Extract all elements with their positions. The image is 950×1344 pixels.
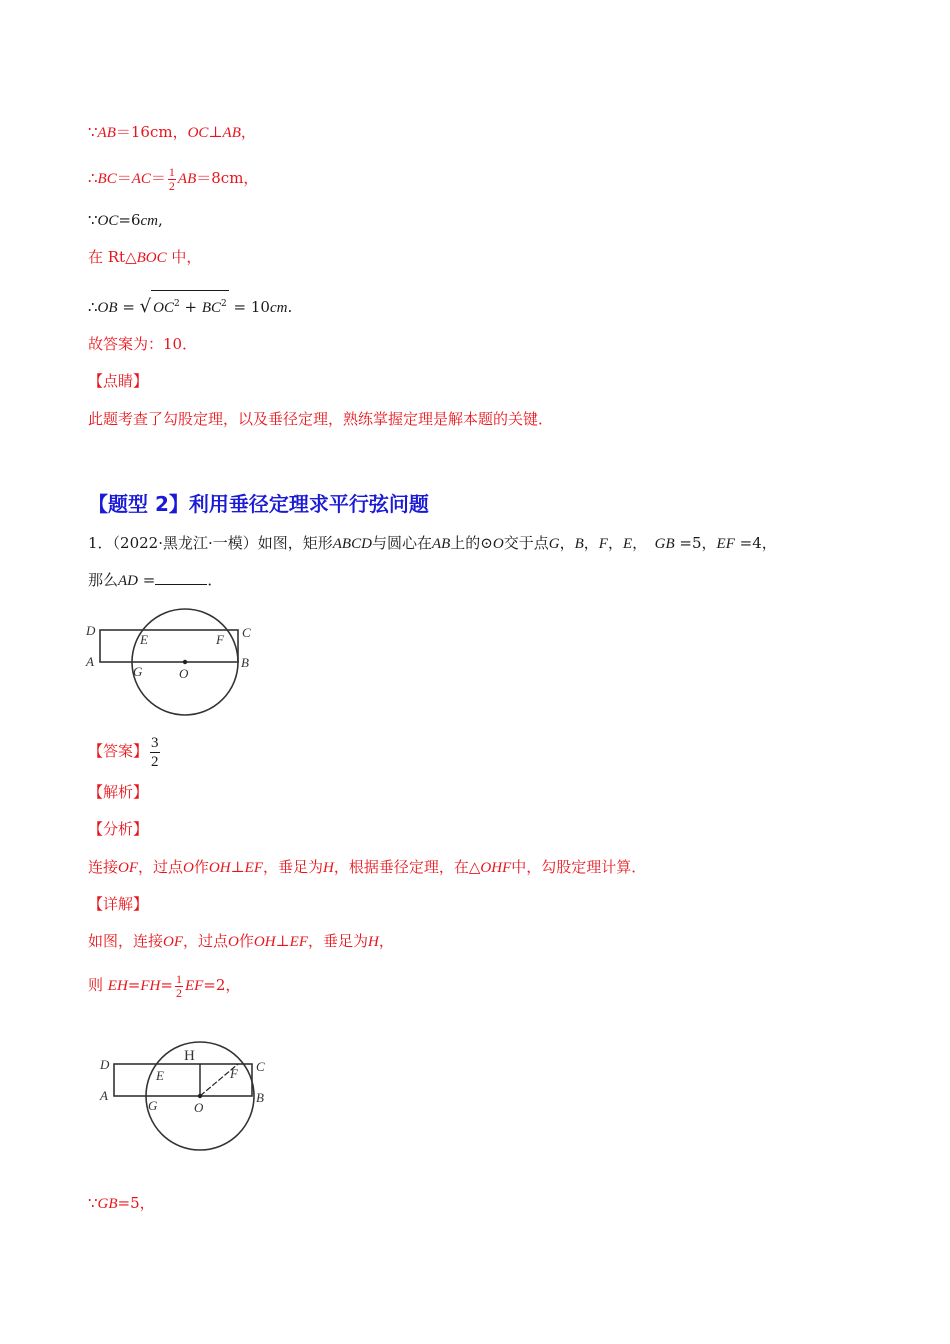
label-f: F <box>216 632 224 647</box>
text: 作 <box>193 858 209 876</box>
text: , <box>158 211 163 229</box>
var-eh: EH <box>107 978 128 994</box>
var-oh: OH <box>208 860 231 876</box>
var-o: O <box>183 860 194 876</box>
text: 在 Rt <box>88 248 126 266</box>
frac-den: 2 <box>151 753 159 770</box>
because-symbol: ∵ <box>88 211 98 229</box>
figure-1 <box>84 604 264 720</box>
label-g: G <box>148 1098 158 1113</box>
var-bc: BC <box>97 171 117 187</box>
sqrt-symbol: √ <box>139 296 152 317</box>
text: + <box>179 298 202 316</box>
label-e: E <box>140 632 148 647</box>
answer-blank <box>155 570 207 585</box>
text: ，过点 <box>138 858 184 876</box>
text: = <box>160 976 173 994</box>
text: ，根据垂径定理，在 <box>333 858 469 876</box>
solution-line-2 <box>88 163 258 194</box>
var-o: O <box>492 536 504 552</box>
text: ， <box>240 123 256 141</box>
solution-line-5 <box>88 290 292 321</box>
var-ef: EF <box>244 860 263 876</box>
var-abcd: ABCD <box>332 536 372 552</box>
var-h: H <box>368 934 379 950</box>
var-ab: AB <box>177 171 197 187</box>
var-gb: GB <box>654 536 675 552</box>
label-d: D <box>86 623 96 638</box>
exponent: 2 <box>173 299 180 309</box>
text: ， <box>378 932 394 950</box>
text: =5， <box>117 1194 155 1212</box>
text: =5， <box>674 534 717 552</box>
because-symbol: ∵ <box>88 1194 98 1212</box>
text: 如图，连接 <box>88 932 164 950</box>
text: ，过点 <box>183 932 229 950</box>
answer-fraction <box>150 734 160 771</box>
therefore-symbol: ∴ <box>88 298 98 316</box>
label-c: C <box>242 625 251 640</box>
center-point <box>198 1094 202 1098</box>
label-h: H <box>184 1048 195 1064</box>
label-f: F <box>230 1066 238 1081</box>
var-ef: EF <box>716 536 735 552</box>
frac-den: 2 <box>175 985 182 1000</box>
exponent: 2 <box>221 299 227 309</box>
label-e: E <box>156 1068 164 1083</box>
text: =4， <box>734 534 777 552</box>
question-line-2 <box>88 570 222 591</box>
label-c: C <box>256 1059 265 1074</box>
perp-symbol: ⊥ <box>275 932 290 950</box>
var-boc: BOC <box>136 250 167 266</box>
label-b: B <box>256 1090 264 1105</box>
text: 则 <box>88 976 104 994</box>
label-a: A <box>100 1088 108 1103</box>
text: ＝16cm， <box>115 123 188 141</box>
question-line-1 <box>88 533 777 554</box>
answer-line <box>88 731 162 771</box>
text: ，垂足为 <box>263 858 324 876</box>
answer-sentence: 故答案为：10． <box>88 335 198 353</box>
frac-num: 3 <box>151 734 159 751</box>
var-oh: OH <box>253 934 276 950</box>
because-symbol: ∵ <box>88 123 98 141</box>
text: 作 <box>238 932 254 950</box>
center-point <box>183 660 187 664</box>
label-o: O <box>194 1100 204 1115</box>
var-oc: OC <box>97 213 119 229</box>
fenxi-label: 【分析】 <box>88 820 149 838</box>
text: . <box>287 298 293 316</box>
text: ＝8cm， <box>196 169 259 187</box>
label-a: A <box>86 654 94 669</box>
dianjing-label: 【点睛】 <box>88 372 149 390</box>
var-b: B <box>574 536 584 552</box>
last-line <box>88 1193 155 1214</box>
text: ，垂足为 <box>308 932 369 950</box>
label-d: D <box>100 1057 110 1072</box>
var-oc: OC <box>187 125 209 141</box>
jiexi-label: 【解析】 <box>88 783 149 801</box>
sqrt-body <box>151 290 229 321</box>
text: ， <box>559 534 575 552</box>
var-ac: AC <box>131 171 151 187</box>
figure-2 <box>96 1038 276 1156</box>
text: ＝ <box>116 169 132 187</box>
fraction-half <box>168 166 176 193</box>
solution-line-3 <box>88 210 163 231</box>
var-g: G <box>548 536 560 552</box>
var-ef: EF <box>289 934 308 950</box>
var-ohf: OHF <box>480 860 512 876</box>
var-gb: GB <box>97 1196 118 1212</box>
var-fh: FH <box>140 978 161 994</box>
var-of: OF <box>163 934 184 950</box>
fraction-half <box>175 973 183 1000</box>
var-ef: EF <box>184 978 204 994</box>
text: 1．（2022·黑龙江·一模）如图，矩形 <box>88 534 333 552</box>
section-heading: 【题型 2】利用垂径定理求平行弦问题 <box>88 492 429 516</box>
text: ， <box>632 534 655 552</box>
perp-symbol: ⊥ <box>208 123 223 141</box>
frac-den: 2 <box>168 178 175 193</box>
var-ob: OB <box>97 300 118 316</box>
text: ， <box>607 534 623 552</box>
label-o: O <box>179 666 189 681</box>
answer-label: 【答案】 <box>88 742 149 760</box>
text: =6 <box>118 211 141 229</box>
triangle-symbol: △ <box>468 858 481 876</box>
text: 连接 <box>88 858 119 876</box>
text: ． <box>207 571 223 589</box>
perp-symbol: ⊥ <box>230 858 245 876</box>
label-b: B <box>241 655 249 670</box>
text: 与圆心在 <box>371 534 432 552</box>
frac-num: 1 <box>175 971 182 986</box>
xiangjie-label: 【详解】 <box>88 895 149 913</box>
dianjing-text: 此题考查了勾股定理，以及垂径定理，熟练掌握定理是解本题的关键． <box>88 410 554 428</box>
text: ， <box>583 534 599 552</box>
var-ab: AB <box>222 125 241 141</box>
detail-line-1 <box>88 931 394 952</box>
unit-cm: cm <box>140 213 159 229</box>
detail-line-2 <box>88 970 240 1001</box>
analysis-line <box>88 857 646 878</box>
var-e: E <box>622 536 633 552</box>
var-ab: AB <box>97 125 116 141</box>
solution-line-4 <box>88 247 201 268</box>
var-oc: OC <box>153 300 174 316</box>
var-bc: BC <box>201 300 221 316</box>
frac-num: 1 <box>168 164 175 179</box>
var-f: F <box>598 536 608 552</box>
therefore-symbol: ∴ <box>88 169 98 187</box>
text: 那么 <box>88 571 119 589</box>
var-ad: AD <box>118 573 139 589</box>
var-of: OF <box>118 860 139 876</box>
unit-cm: cm <box>269 300 288 316</box>
text: = 10 <box>228 298 270 316</box>
var-o: O <box>228 934 239 950</box>
text: = <box>138 571 156 589</box>
var-ab: AB <box>431 536 451 552</box>
text: 交于点 <box>503 534 549 552</box>
text: 中， <box>166 248 202 266</box>
text: 上的⊙ <box>450 534 493 552</box>
solution-line-1 <box>88 122 256 143</box>
text: =2， <box>203 976 241 994</box>
label-g: G <box>133 664 143 679</box>
triangle-symbol: △ <box>125 248 137 266</box>
text: = <box>127 976 141 994</box>
var-h: H <box>323 860 334 876</box>
text: 中，勾股定理计算． <box>511 858 647 876</box>
text: = <box>117 298 140 316</box>
text: ＝ <box>150 169 166 187</box>
